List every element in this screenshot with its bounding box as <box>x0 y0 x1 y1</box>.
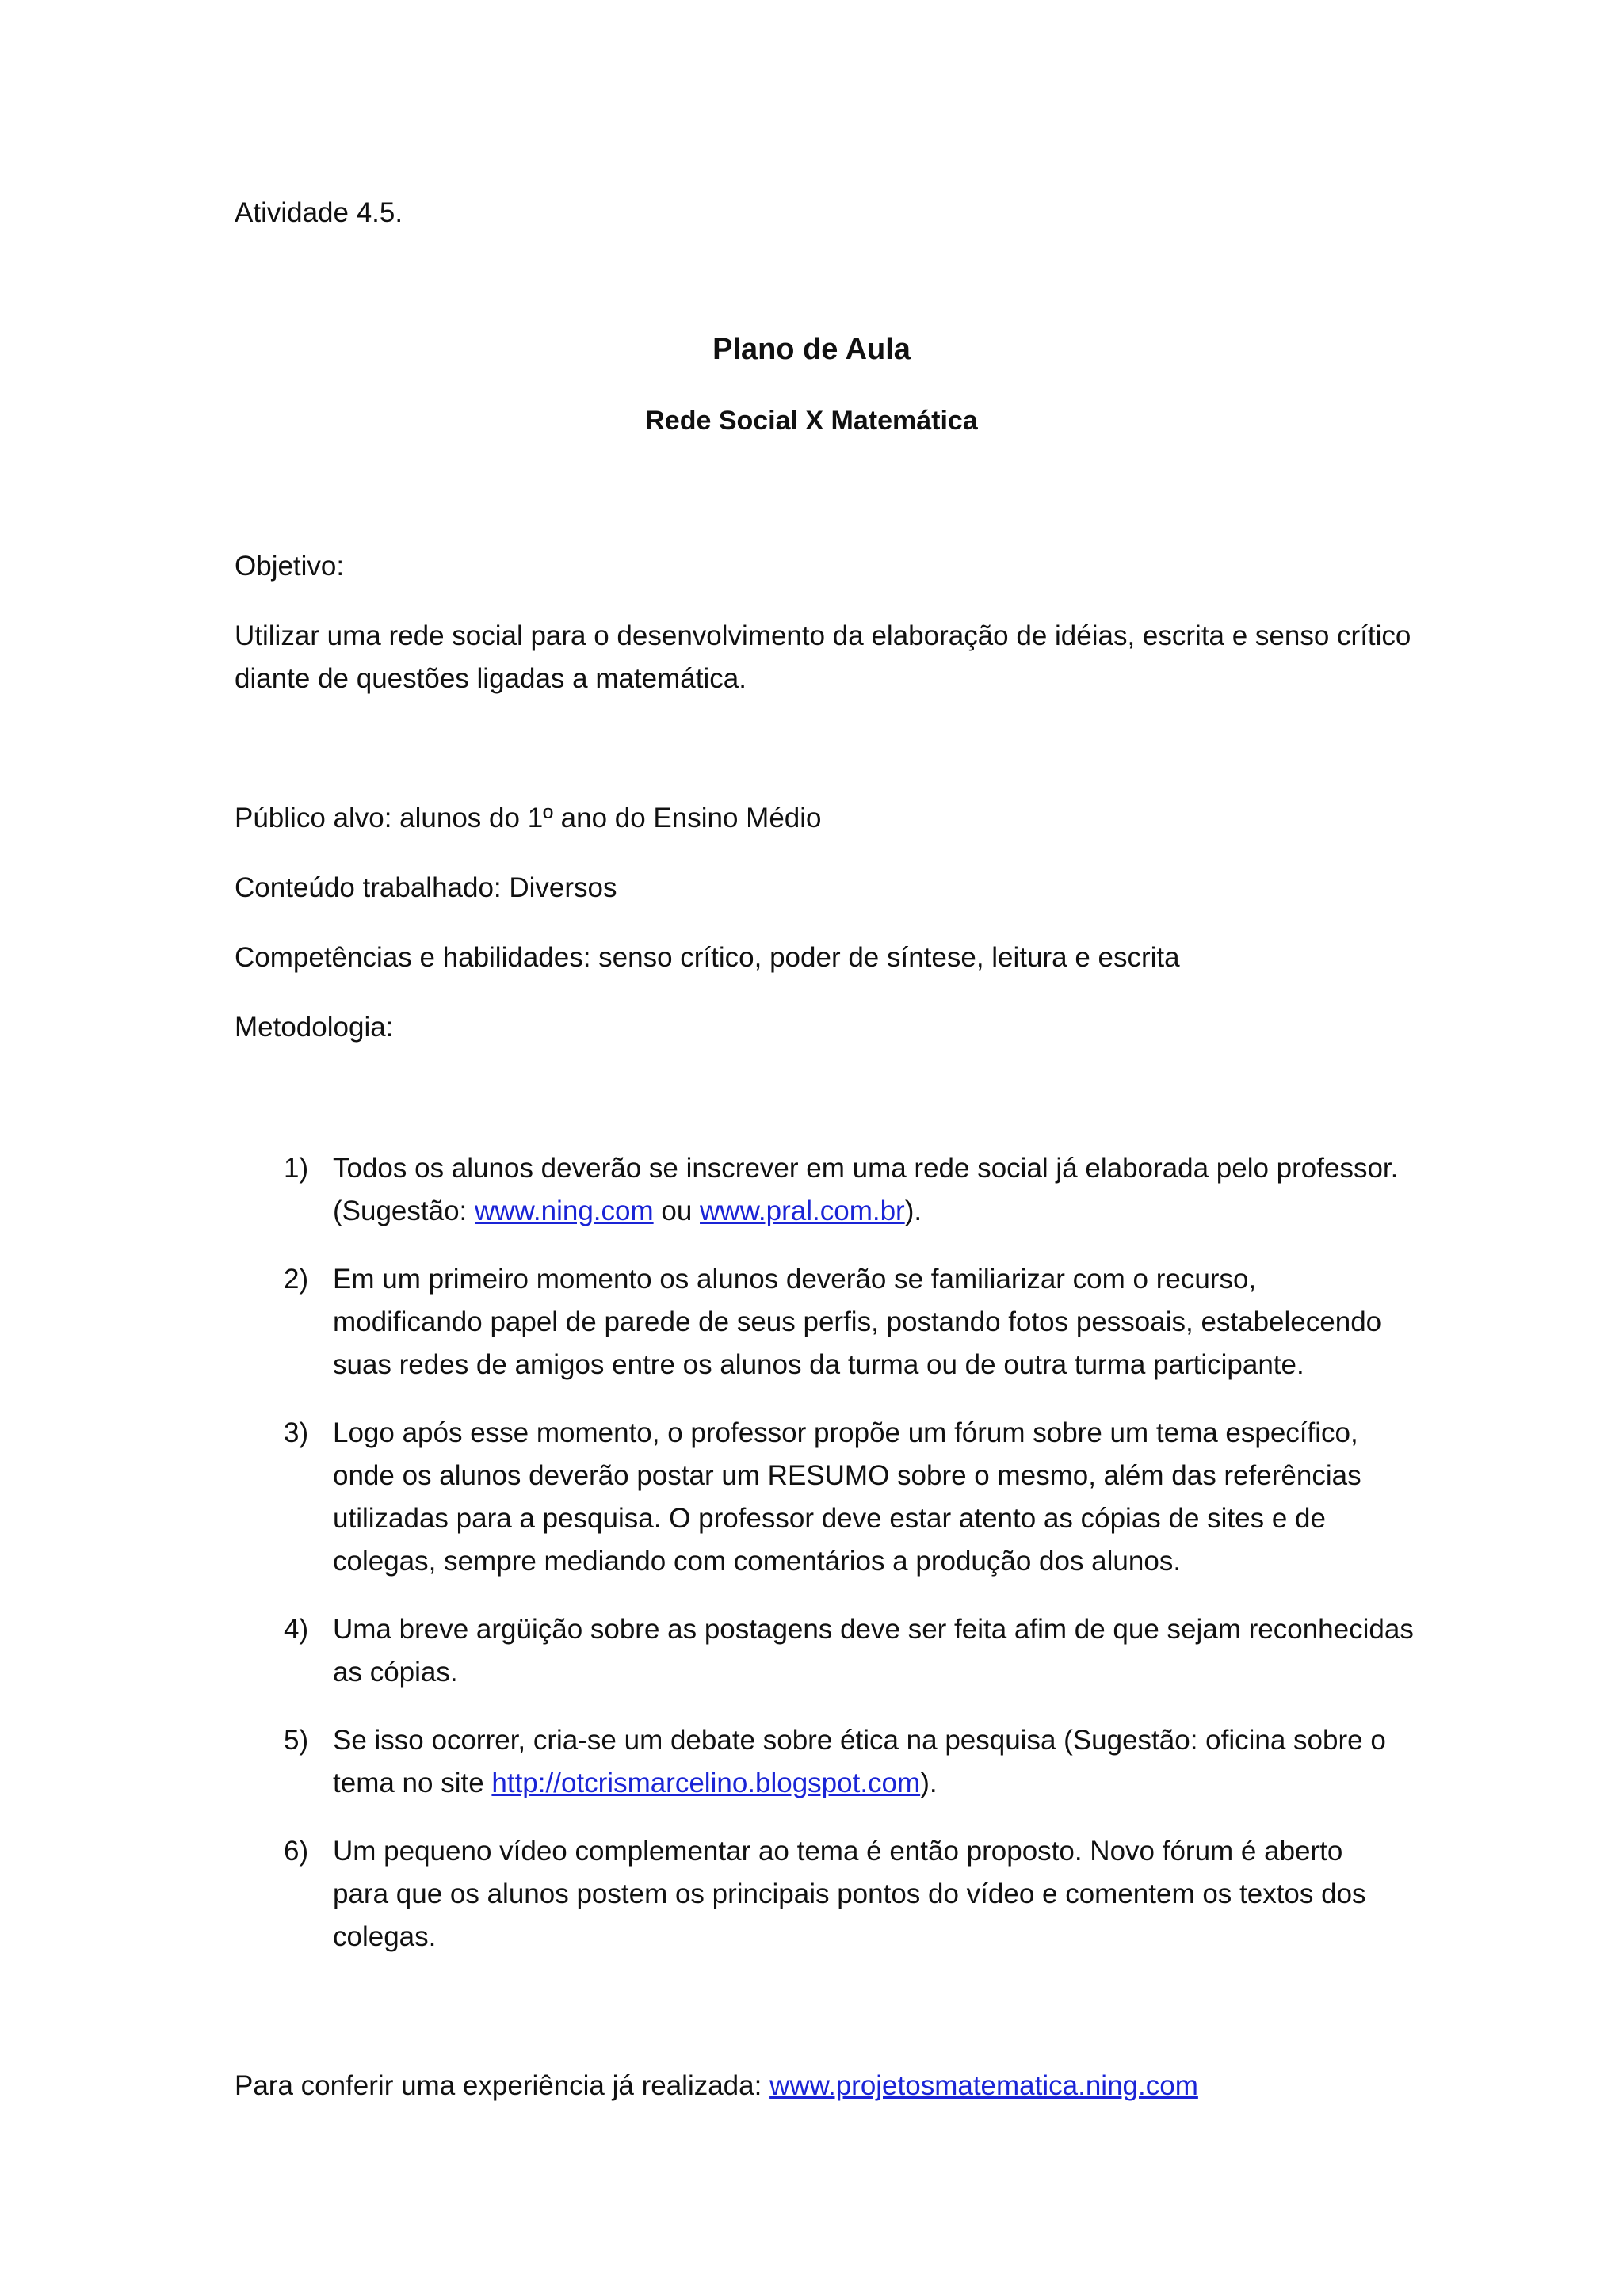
objective-line: Utilizar uma rede social para o desenvolvimento da elaboração de idéias, escrita e senso crítico <box>235 620 1411 651</box>
line-text: (Sugestão: <box>333 1196 475 1226</box>
list-item-text <box>333 1258 1411 1386</box>
list-line: Logo após esse momento, o professor propõe um fórum sobre um tema específico, <box>333 1417 1358 1448</box>
list-line: colegas. <box>333 1921 437 1952</box>
line-text: ). <box>904 1196 922 1226</box>
list-item-text <box>333 1719 1411 1805</box>
list-line: Uma breve argüição sobre as postagens deve ser feita afim de que sejam reconhecidas <box>333 1614 1414 1645</box>
link-projetosmatematica[interactable]: www.projetosmatematica.ning.com <box>769 2070 1198 2101</box>
publico-alvo: Público alvo: alunos do 1º ano do Ensino Médio <box>235 803 822 833</box>
list-number: 3) <box>284 1417 309 1448</box>
list-number: 1) <box>284 1153 309 1184</box>
link-ning[interactable]: www.ning.com <box>475 1196 654 1226</box>
list-line: Um pequeno vídeo complementar ao tema é então proposto. Novo fórum é aberto <box>333 1836 1343 1867</box>
list-item-text <box>333 1412 1411 1583</box>
list-item-text <box>333 1830 1411 1958</box>
objective-heading: Objetivo: <box>235 551 345 582</box>
list-line: as cópias. <box>333 1657 458 1688</box>
list-line: utilizadas para a pesquisa. O professor deve estar atento as cópias de sites e de <box>333 1503 1326 1534</box>
link-blogspot[interactable]: http://otcrismarcelino.blogspot.com <box>491 1768 921 1798</box>
list-line: Em um primeiro momento os alunos deverão se familiarizar com o recurso, <box>333 1264 1257 1295</box>
list-number: 6) <box>284 1836 309 1867</box>
objective-text <box>235 615 1411 700</box>
list-number: 5) <box>284 1725 309 1756</box>
line-text: tema no site <box>333 1768 492 1798</box>
footer-prefix: Para conferir uma experiência já realizada: <box>235 2070 770 2101</box>
list-line <box>333 1762 1411 1805</box>
footer-text <box>235 2065 1407 2107</box>
list-number: 2) <box>284 1264 309 1295</box>
list-line: Todos os alunos deverão se inscrever em uma rede social já elaborada pelo professor. <box>333 1153 1399 1184</box>
line-text: ). <box>920 1768 938 1798</box>
line-text: ou <box>653 1196 701 1226</box>
competencias: Competências e habilidades: senso crítico, poder de síntese, leitura e escrita <box>235 942 1180 973</box>
list-line: para que os alunos postem os principais pontos do vídeo e comentem os textos dos <box>333 1878 1366 1909</box>
link-pral[interactable]: www.pral.com.br <box>700 1196 905 1226</box>
list-line: colegas, sempre mediando com comentários a produção dos alunos. <box>333 1546 1182 1577</box>
list-line: suas redes de amigos entre os alunos da turma ou de outra turma participante. <box>333 1349 1304 1380</box>
page-subtitle: Rede Social X Matemática <box>645 406 978 436</box>
activity-label: Atividade 4.5. <box>235 197 403 228</box>
list-item-text <box>333 1147 1411 1233</box>
page-title: Plano de Aula <box>712 333 911 366</box>
list-line <box>333 1190 1411 1233</box>
list-line: Se isso ocorrer, cria-se um debate sobre ética na pesquisa (Sugestão: oficina sobre o <box>333 1725 1386 1756</box>
list-number: 4) <box>284 1614 309 1645</box>
metodologia-heading: Metodologia: <box>235 1012 394 1043</box>
objective-line: diante de questões ligadas a matemática. <box>235 663 747 694</box>
list-item-text <box>333 1608 1414 1694</box>
conteudo-trabalhado: Conteúdo trabalhado: Diversos <box>235 872 617 903</box>
list-line: onde os alunos deverão postar um RESUMO sobre o mesmo, além das referências <box>333 1460 1361 1491</box>
list-line: modificando papel de parede de seus perfis, postando fotos pessoais, estabelecendo <box>333 1306 1382 1337</box>
